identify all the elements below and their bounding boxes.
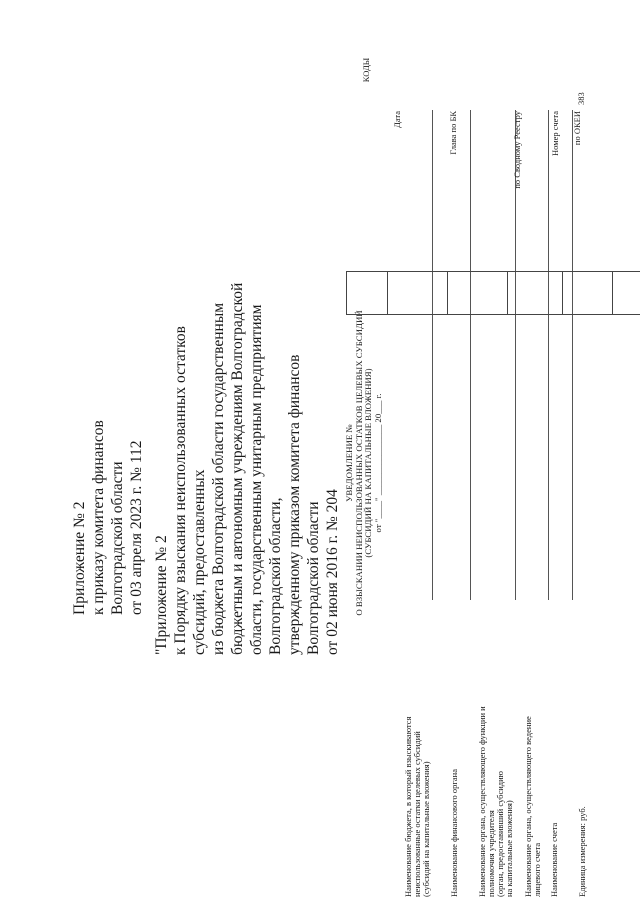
- appendix-line-4: от 03 апреля 2023 г. № 112: [128, 440, 145, 615]
- unit-label-line: Единица измерения: руб.: [577, 806, 587, 897]
- budget-label-line-2: неиспользованные остатки целевых субсидий: [412, 731, 422, 897]
- finorg-fill-line: [470, 110, 471, 600]
- founder-label-line-1: Наименование органа, осуществляющего функции и: [477, 706, 487, 897]
- okei-value: 383: [576, 92, 586, 105]
- codes-table: [346, 271, 640, 315]
- notice-title: [345, 263, 383, 663]
- notice-title-line-4: от "____" ________________ 20___ г.: [372, 393, 383, 533]
- order-line-10: от 02 июня 2016 г. № 204: [324, 489, 341, 655]
- codes-divider-1: [387, 272, 388, 314]
- budget-label: [404, 637, 431, 897]
- glava-label: Глава по БК: [448, 111, 458, 155]
- founder-label-line-2: полномочия учредителя: [486, 810, 496, 897]
- account-name-label: [550, 637, 559, 897]
- appendix-line-2: к приказу комитета финансов: [90, 420, 107, 615]
- order-line-5: бюджетным и автономным учреждениям Волгоградской: [229, 282, 246, 655]
- okei-label: по ОКЕИ: [572, 111, 582, 146]
- founder-label-line-4: на капитальные вложения): [504, 800, 514, 897]
- order-line-3: субсидий, предоставленных: [191, 469, 208, 655]
- budget-label-line-1: Наименование бюджета, в который взыскиваются: [403, 716, 413, 897]
- founder-label: [478, 637, 514, 897]
- budget-label-line-3: (субсидий на капитальные вложения): [421, 761, 431, 897]
- order-line-9: Волгоградской области: [305, 501, 322, 655]
- unit-label: [578, 637, 587, 897]
- notice-title-line-1: УВЕДОМЛЕНИЕ №: [344, 424, 354, 502]
- codes-divider-4: [562, 272, 563, 314]
- account-name-label-line: Наименование счета: [549, 822, 559, 897]
- appendix-line-3: Волгоградской области: [109, 461, 126, 615]
- account-org-fill-line: [548, 110, 549, 600]
- order-line-4: из бюджета Волгоградской области государственным: [210, 302, 227, 655]
- appendix-line-1: Приложение № 2: [71, 501, 88, 615]
- date-label: Дата: [392, 111, 402, 128]
- order-line-8: утвержденному приказом комитета финансов: [286, 354, 303, 655]
- reestr-label: по Сводному Реестру: [512, 111, 522, 189]
- codes-divider-3: [507, 272, 508, 314]
- order-line-1: "Приложение № 2: [153, 535, 170, 655]
- budget-fill-line: [432, 110, 433, 600]
- account-org-label-line-2: лицевого счета: [532, 842, 542, 897]
- codes-header: КОДЫ: [361, 57, 371, 83]
- notice-title-line-2: О ВЗЫСКАНИИ НЕИСПОЛЬЗОВАННЫХ ОСТАТКОВ ЦЕЛЕВЫХ СУБСИДИЙ: [353, 310, 364, 616]
- notice-title-line-3: (СУБСИДИЙ НА КАПИТАЛЬНЫЕ ВЛОЖЕНИЯ): [363, 368, 373, 558]
- account-org-label: [524, 637, 542, 897]
- order-line-7: Волгоградской области,: [267, 497, 284, 655]
- order-reference: [152, 283, 342, 655]
- codes-divider-2: [447, 272, 448, 314]
- account-org-label-line-1: Наименование органа, осуществляющего ведение: [523, 716, 533, 897]
- account-number-label: Номер счета: [550, 111, 560, 156]
- finorg-label-line: Наименование финансового органа: [449, 769, 459, 897]
- founder-label-line-3: (орган, предоставивший субсидию: [495, 770, 505, 897]
- finorg-label: [450, 637, 459, 897]
- order-line-6: области, государственным унитарным предприятиям: [248, 304, 265, 655]
- codes-divider-5: [612, 272, 613, 314]
- appendix-header: [70, 420, 146, 615]
- order-line-2: к Порядку взыскания неиспользованных остатков: [172, 326, 189, 655]
